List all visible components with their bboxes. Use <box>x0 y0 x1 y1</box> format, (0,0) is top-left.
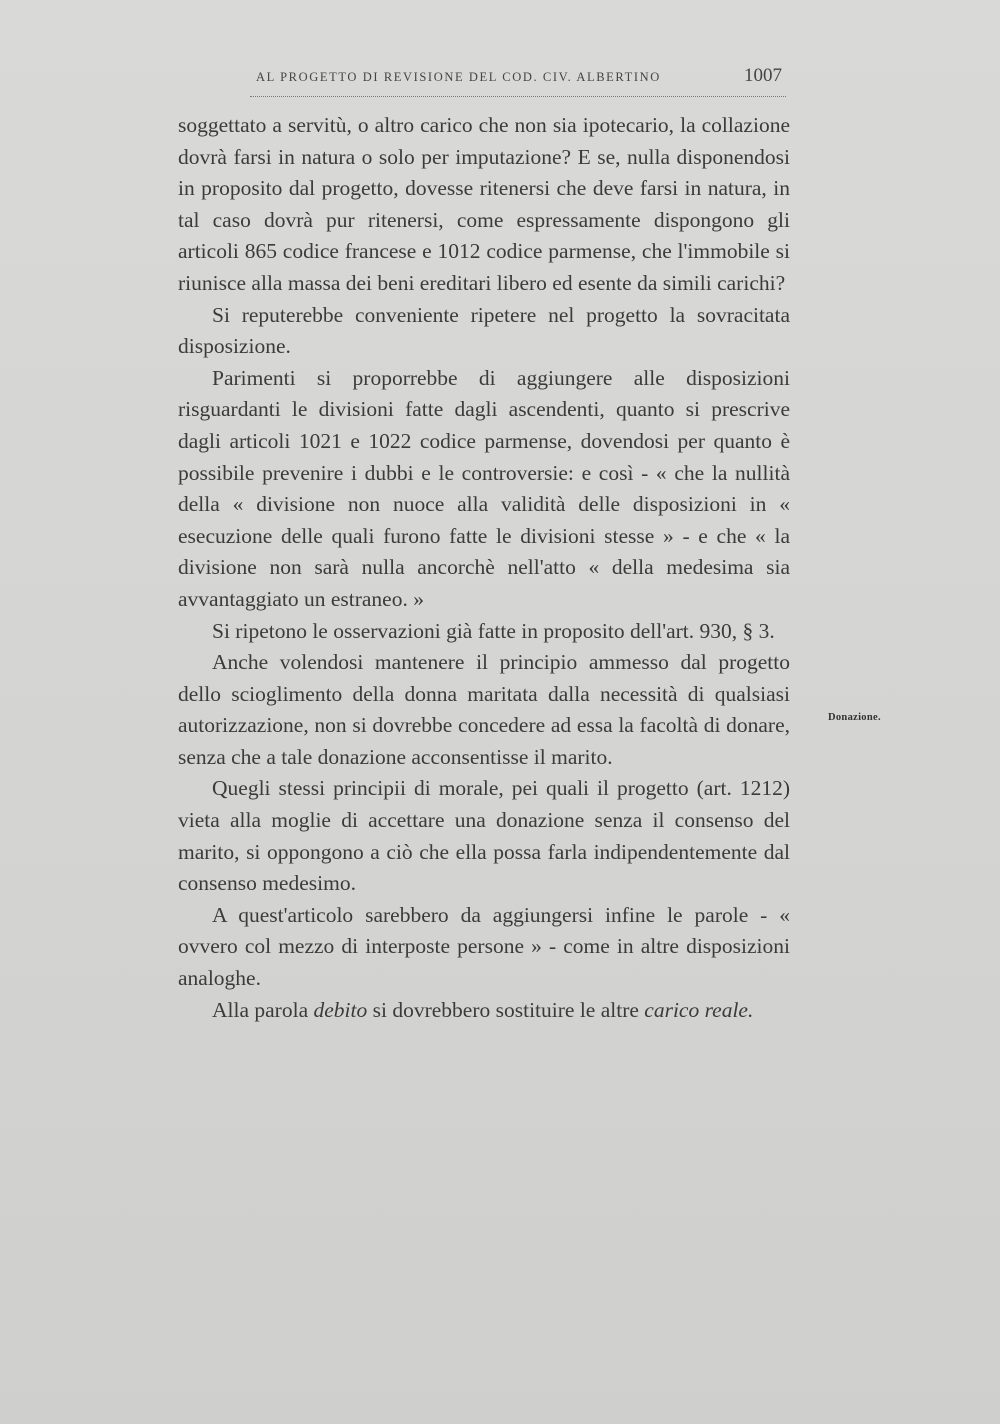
paragraph-4: Si ripetono le osservazioni già fatte in proposito dell'art. 930, § 3. <box>212 618 775 643</box>
paragraph-2: Si reputerebbe conveniente ripetere nel progetto la sovracitata disposizione. <box>178 302 790 359</box>
paragraph-3: Parimenti si proporrebbe di aggiungere alle disposizioni risguardanti le divisioni fatte dagli ascendenti, quanto si prescrive dagli articoli 1021 e 1022 codice parmense, dovendosi per quanto è possibile prevenire i dubbi e le controversie: e così - « che la nullità della « divisione non nuoce alla validità delle disposizioni in « esecuzione delle quali furono fatte le divisioni stesse » - e che « la divisione non sarà nulla ancorchè nell'atto « della medesima sia avvantaggiato un estraneo. » <box>178 365 790 611</box>
paragraph-1: soggettato a servitù, o altro carico che non sia ipotecario, la collazione dovrà farsi in natura o solo per imputazione? E se, nulla disponendosi in proposito dal progetto, dovesse ritenersi che deve farsi in natura, in tal caso dovrà pur ritenersi, come espressamente dispongono gli articoli 865 codice francese e 1012 codice parmense, che l'immobile si riunisce alla massa dei beni ereditari libero ed esente da simili carichi? <box>178 113 790 295</box>
margin-note: Donazione. <box>828 712 881 723</box>
running-title: AL PROGETTO DI REVISIONE DEL COD. CIV. ALBERTINO <box>256 70 661 84</box>
paragraph-8-middle: si dovrebbero sostituire le altre <box>372 997 639 1022</box>
term-carico-reale: carico reale. <box>644 997 754 1022</box>
body-text <box>178 110 790 1026</box>
running-head <box>250 62 786 97</box>
paragraph-6: Quegli stessi principii di morale, pei quali il progetto (art. 1212) vieta alla moglie di accettare una donazione senza il consenso del marito, si oppongono a ciò che ella possa farla indipendentemente dal consenso medesimo. <box>178 776 790 896</box>
paragraph-8-lead: Alla parola <box>212 997 309 1022</box>
page-number: 1007 <box>744 65 782 86</box>
paragraph-8 <box>178 995 790 1027</box>
paragraph-5: Anche volendosi mantenere il principio ammesso dal progetto dello scioglimento della donna maritata dalla necessità di qualsiasi autorizzazione, non si dovrebbe concedere ad essa la facoltà di donare, senza che a tale donazione acconsentisse il marito. <box>178 650 790 769</box>
paragraph-7: A quest'articolo sarebbero da aggiungersi infine le parole - « ovvero col mezzo di interposte persone » - come in altre disposizioni analoghe. <box>178 902 790 991</box>
term-debito: debito <box>313 997 368 1022</box>
